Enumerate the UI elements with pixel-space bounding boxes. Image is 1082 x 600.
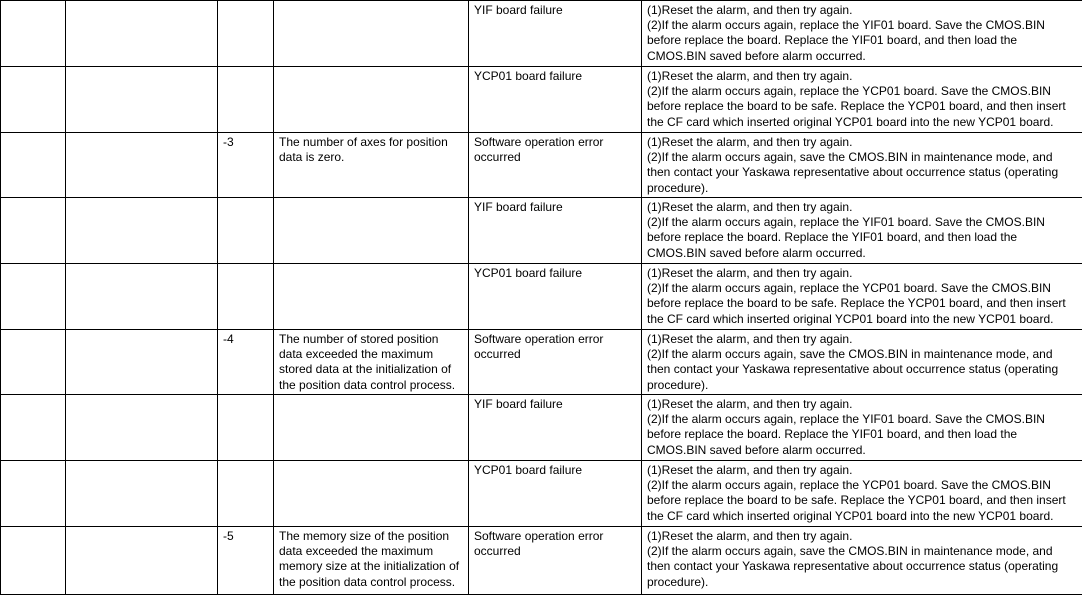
table-row (1, 264, 1082, 330)
table-row (1, 1, 1082, 67)
alarm-name-cell (66, 67, 218, 133)
detail-cell (274, 198, 469, 264)
detail-cell: The number of axes for position data is zero. (274, 133, 469, 198)
alarm-number-cell (1, 67, 66, 133)
alarm-name-cell (66, 527, 218, 595)
alarm-number-cell (1, 461, 66, 527)
cause-cell: YIF board failure (469, 198, 642, 264)
remedy-cell: (1)Reset the alarm, and then try again. (2)If the alarm occurs again, save the CMOS.BIN in maintenance mode, and then contact your Yaskawa representative about occurrence status (operating procedure). (642, 330, 1082, 395)
sub-code-cell (218, 198, 274, 264)
cause-cell: YCP01 board failure (469, 67, 642, 133)
table-row (1, 67, 1082, 133)
table-row (1, 198, 1082, 264)
remedy-cell: (1)Reset the alarm, and then try again. (2)If the alarm occurs again, replace the YIF01 board. Save the CMOS.BIN before replace the board. Replace the YIF01 board, and then load the CMOS.BIN saved before alarm occurred. (642, 198, 1082, 264)
remedy-cell: (1)Reset the alarm, and then try again. (2)If the alarm occurs again, replace the YCP01 board. Save the CMOS.BIN before replace the board to be safe. Replace the YCP01 board, and then insert the CF card which inserted original YCP01 board into the new YCP01 board. (642, 67, 1082, 133)
alarm-number-cell (1, 395, 66, 461)
detail-cell: The memory size of the position data exceeded the maximum memory size at the initialization of the position data control process. (274, 527, 469, 595)
remedy-cell: (1)Reset the alarm, and then try again. (2)If the alarm occurs again, save the CMOS.BIN in maintenance mode, and then contact your Yaskawa representative about occurrence status (operating procedure). (642, 527, 1082, 595)
remedy-cell: (1)Reset the alarm, and then try again. (2)If the alarm occurs again, replace the YCP01 board. Save the CMOS.BIN before replace the board to be safe. Replace the YCP01 board, and then insert the CF card which inserted original YCP01 board into the new YCP01 board. (642, 461, 1082, 527)
cause-cell: YCP01 board failure (469, 264, 642, 330)
alarm-number-cell (1, 1, 66, 67)
alarm-name-cell (66, 198, 218, 264)
remedy-cell: (1)Reset the alarm, and then try again. (2)If the alarm occurs again, save the CMOS.BIN in maintenance mode, and then contact your Yaskawa representative about occurrence status (operating procedure). (642, 133, 1082, 198)
table-row (1, 133, 1082, 198)
table-row (1, 461, 1082, 527)
cause-cell: Software operation error occurred (469, 133, 642, 198)
detail-cell (274, 395, 469, 461)
sub-code-cell: -3 (218, 133, 274, 198)
alarm-number-cell (1, 133, 66, 198)
alarm-number-cell (1, 527, 66, 595)
sub-code-cell (218, 1, 274, 67)
alarm-table-body (1, 1, 1082, 595)
alarm-name-cell (66, 461, 218, 527)
sub-code-cell (218, 67, 274, 133)
alarm-name-cell (66, 1, 218, 67)
cause-cell: Software operation error occurred (469, 330, 642, 395)
alarm-name-cell (66, 133, 218, 198)
cause-cell: Software operation error occurred (469, 527, 642, 595)
remedy-cell: (1)Reset the alarm, and then try again. (2)If the alarm occurs again, replace the YIF01 board. Save the CMOS.BIN before replace the board. Replace the YIF01 board, and then load the CMOS.BIN saved before alarm occurred. (642, 395, 1082, 461)
cause-cell: YIF board failure (469, 395, 642, 461)
table-row (1, 395, 1082, 461)
detail-cell (274, 461, 469, 527)
detail-cell (274, 264, 469, 330)
alarm-name-cell (66, 395, 218, 461)
detail-cell (274, 67, 469, 133)
sub-code-cell: -4 (218, 330, 274, 395)
table-row (1, 330, 1082, 395)
remedy-cell: (1)Reset the alarm, and then try again. (2)If the alarm occurs again, replace the YIF01 board. Save the CMOS.BIN before replace the board. Replace the YIF01 board, and then load the CMOS.BIN saved before alarm occurred. (642, 1, 1082, 67)
cause-cell: YIF board failure (469, 1, 642, 67)
alarm-number-cell (1, 198, 66, 264)
alarm-name-cell (66, 264, 218, 330)
cause-cell: YCP01 board failure (469, 461, 642, 527)
detail-cell (274, 1, 469, 67)
sub-code-cell (218, 461, 274, 527)
alarm-number-cell (1, 330, 66, 395)
table-row (1, 527, 1082, 595)
alarm-number-cell (1, 264, 66, 330)
sub-code-cell (218, 264, 274, 330)
sub-code-cell: -5 (218, 527, 274, 595)
remedy-cell: (1)Reset the alarm, and then try again. (2)If the alarm occurs again, replace the YCP01 board. Save the CMOS.BIN before replace the board to be safe. Replace the YCP01 board, and then insert the CF card which inserted original YCP01 board into the new YCP01 board. (642, 264, 1082, 330)
alarm-name-cell (66, 330, 218, 395)
sub-code-cell (218, 395, 274, 461)
detail-cell: The number of stored position data exceeded the maximum stored data at the initialization of the position data control process. (274, 330, 469, 395)
